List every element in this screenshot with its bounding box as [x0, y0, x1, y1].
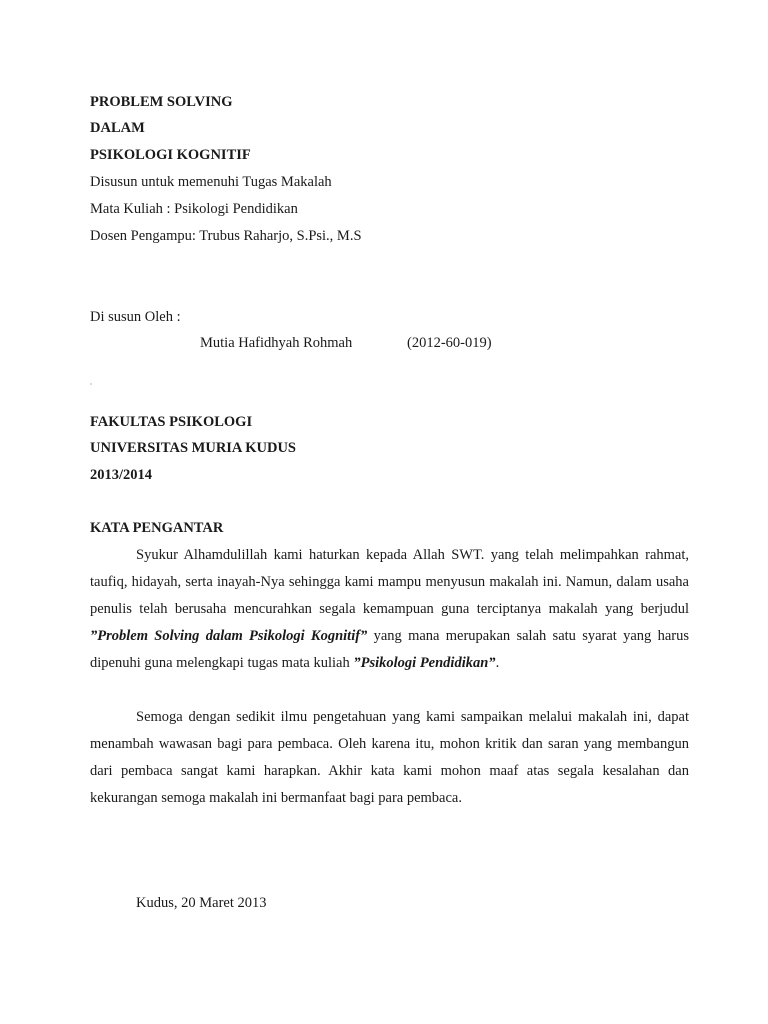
author-name: Mutia Hafidhyah Rohmah [200, 335, 353, 351]
paper-title-emphasis: ”Problem Solving dalam Psikologi Kognitif” [90, 628, 368, 644]
title-line-2: DALAM [90, 120, 145, 136]
course-emphasis: ”Psikologi Pendidikan” [353, 655, 496, 671]
university-line: UNIVERSITAS MURIA KUDUS [90, 440, 296, 456]
title-line-1: PROBLEM SOLVING [90, 94, 233, 110]
foreword-paragraph-1 [90, 542, 689, 677]
stray-mark [90, 383, 92, 385]
paragraph-1-text-a: Syukur Alhamdulillah kami haturkan kepada Allah SWT. yang telah melimpahkan rahmat, taufiq, hidayah, serta inayah-Nya sehingga kami mampu menyusun makalah ini. Namun, dalam usaha penulis telah berusaha mencurahkan segala kemampuan guna terciptanya makalah yang berjudul [90, 547, 689, 617]
paragraph-2-text: Semoga dengan sedikit ilmu pengetahuan yang kami sampaikan melalui makalah ini, dapat menambah wawasan bagi para pembaca. Oleh karena itu, mohon kritik dan saran yang membangun dari pembaca sangat kami harapkan. Akhir kata kami mohon maaf atas segala kesalahan dan kekurangan semoga makalah ini bermanfaat bagi para pembaca. [90, 709, 689, 806]
title-line-3: PSIKOLOGI KOGNITIF [90, 147, 251, 163]
course-line: Mata Kuliah : Psikologi Pendidikan [90, 201, 298, 217]
paragraph-1-text-b: yang mana merupakan salah satu syarat yang harus dipenuhi guna melengkapi tugas mata kuliah [90, 628, 689, 671]
foreword-paragraph-2 [90, 704, 689, 812]
place-date: Kudus, 20 Maret 2013 [136, 895, 267, 911]
paragraph-1-text-c: . [495, 655, 500, 671]
year-line: 2013/2014 [90, 467, 153, 483]
author-label: Di susun Oleh : [90, 309, 181, 325]
foreword-heading: KATA PENGANTAR [90, 520, 224, 536]
faculty-line: FAKULTAS PSIKOLOGI [90, 414, 253, 430]
purpose-line: Disusun untuk memenuhi Tugas Makalah [90, 174, 332, 190]
lecturer-line: Dosen Pengampu: Trubus Raharjo, S.Psi., M.S [90, 228, 362, 244]
author-nim: (2012-60-019) [407, 335, 492, 351]
